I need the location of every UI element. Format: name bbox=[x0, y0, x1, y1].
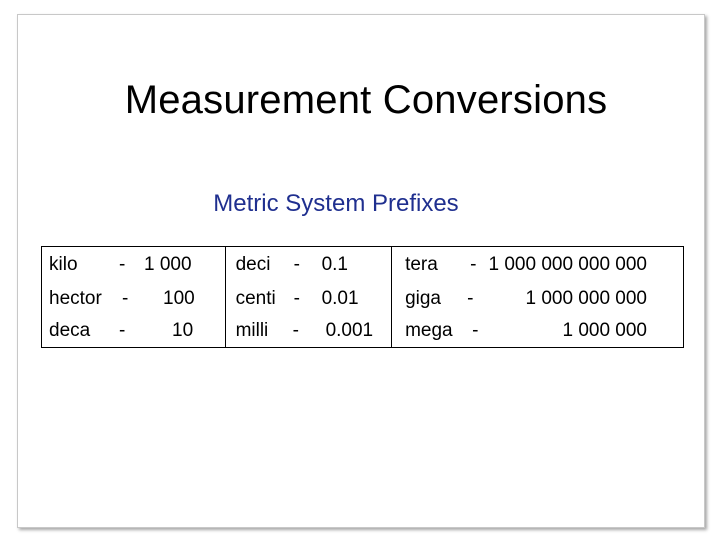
prefix-name: deci bbox=[235, 254, 271, 275]
prefix-value: 1 000 000 000 000 bbox=[488, 254, 647, 275]
table-cell bbox=[392, 247, 684, 284]
prefix-value: 1 000 000 000 bbox=[525, 288, 647, 309]
table-cell bbox=[225, 283, 392, 315]
prefix-dash: - bbox=[467, 288, 474, 309]
table-cell bbox=[42, 315, 226, 348]
prefix-value: 0.01 bbox=[321, 288, 359, 309]
table-cell bbox=[42, 283, 226, 315]
prefix-name: mega bbox=[405, 320, 453, 341]
table-cell bbox=[225, 247, 392, 284]
prefix-dash: - bbox=[470, 254, 477, 275]
prefix-value: 0.1 bbox=[321, 254, 348, 275]
prefix-name: milli bbox=[235, 320, 269, 341]
prefix-dash: - bbox=[292, 320, 299, 341]
table-cell bbox=[392, 283, 684, 315]
table-row bbox=[42, 283, 684, 315]
prefix-name: hector bbox=[49, 288, 102, 309]
table-row bbox=[42, 247, 684, 284]
table-cell bbox=[225, 315, 392, 348]
prefix-name: tera bbox=[405, 254, 438, 275]
prefix-value: 10 bbox=[172, 320, 194, 341]
prefix-name: kilo bbox=[49, 254, 78, 275]
prefix-dash: - bbox=[293, 254, 300, 275]
prefix-name: centi bbox=[235, 288, 276, 309]
prefix-dash: - bbox=[119, 320, 126, 341]
table-cell bbox=[392, 315, 684, 348]
prefix-table bbox=[41, 246, 684, 348]
prefix-dash: - bbox=[122, 288, 129, 309]
prefix-value: 1 000 bbox=[144, 254, 192, 275]
slide-title: Measurement Conversions bbox=[124, 78, 608, 122]
prefix-dash: - bbox=[472, 320, 479, 341]
prefix-value: 0.001 bbox=[325, 320, 374, 341]
prefix-value: 100 bbox=[163, 288, 195, 309]
prefix-value: 1 000 000 bbox=[562, 320, 647, 341]
table-cell bbox=[42, 247, 226, 284]
prefix-dash: - bbox=[119, 254, 126, 275]
prefix-name: giga bbox=[405, 288, 441, 309]
table-row bbox=[42, 315, 684, 348]
slide-subtitle: Metric System Prefixes bbox=[213, 190, 459, 217]
prefix-name: deca bbox=[49, 320, 91, 341]
prefix-dash: - bbox=[293, 288, 300, 309]
